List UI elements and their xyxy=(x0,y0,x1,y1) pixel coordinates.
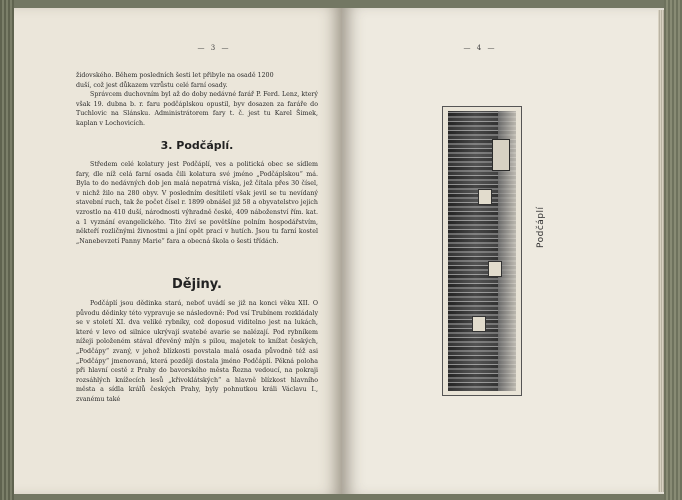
photo-frame xyxy=(442,106,522,396)
house xyxy=(478,189,492,205)
page-number-left: — 3 — xyxy=(197,44,231,52)
section-heading: 3. Podčáplí. xyxy=(160,139,234,152)
house xyxy=(488,261,502,277)
history-text xyxy=(76,299,318,405)
church-building xyxy=(492,139,510,171)
section-paragraph: Středem celé kolatury jest Podčáplí, ves a politická obec se sídlem fary, dle níž celá farní osada čili kolatura své jméno „Podčáplskou“ má. Byla to do nedávných dob jen malá nepatrná víska, jež čítala přes 30 čísel, v nichž žilo na 280 obyv. V posledním desítiletí však jevil se tu nevídaný stavební ruch, tak že počet čísel r. 1899 obnášel již 58 a obyvatelstvo jejich vzrostlo na 410 duší, národnosti výhradně české, 409 náboženství řím. kat. a 1 vyznání evangelického. Tito živí se povětšíne polním hospodářstvím, někteří rozličnými živnostmi a jiní opět prací v hutích. Jsou tu farní kostel „Nanebevzetí Panny Marie“ fara a obecná škola o šesti třídách. xyxy=(76,161,318,245)
village-photo xyxy=(448,111,516,391)
section-text xyxy=(76,160,318,246)
intro-line: židovského. Během posledních šesti let přibyle na osadě 1200 xyxy=(76,72,274,79)
photo-caption: Podčáplí xyxy=(536,206,546,248)
cover-edge-left xyxy=(0,0,14,500)
intro-line: duší, což jest důkazem vzrůstu celé farní osady. xyxy=(76,81,228,89)
history-heading: Dějiny. xyxy=(172,277,222,292)
cover-edge-right xyxy=(664,0,682,500)
intro-text xyxy=(76,71,318,129)
house xyxy=(472,316,486,332)
page-number-right: — 4 — xyxy=(463,44,497,52)
history-paragraph: Podčáplí jsou dědinka stará, neboť uvádí se již na konci věku XII. O původu dědinky této vypravuje se následovně: Pod vsí Trubínem rozkládaly se v století XI. dva veliké rybníky, což doposud viditelno jest na lukách, které v levo od silnice ukrývají svatebé avarie se nalézají. Pod rybníkem nížeji položeném stával dřevěný mlýn s pilou, majetek to knížat českých, „Podčápy“ zvaný, v jehož blízkosti povstala malá osada původně též asi „Podčápy“ jmenovaná, která později dostala jméno Podčáplí. Pěkná poloha při hlavní cestě z Prahy do bavorského města Řezna vedoucí, na pokraji rozsáhlých knížecích lesů „křivoklátských“ a hlavně blízkost hlavního města a sídla králů českých Prahy, byly pohnutkou králi Václavu I., zvanému také xyxy=(76,300,318,403)
clergy-paragraph: Správcem duchovním byl až do doby nedávné farář P. Ferd. Lenz, který však 19. dubna b. r. faru podčáplskou opustil, byv dosazen za faráře do Tuchlovic na Slánsku. Administrátorem fary t. č. jest tu Karel Šimek, kaplan v Lochovicích. xyxy=(76,91,318,127)
